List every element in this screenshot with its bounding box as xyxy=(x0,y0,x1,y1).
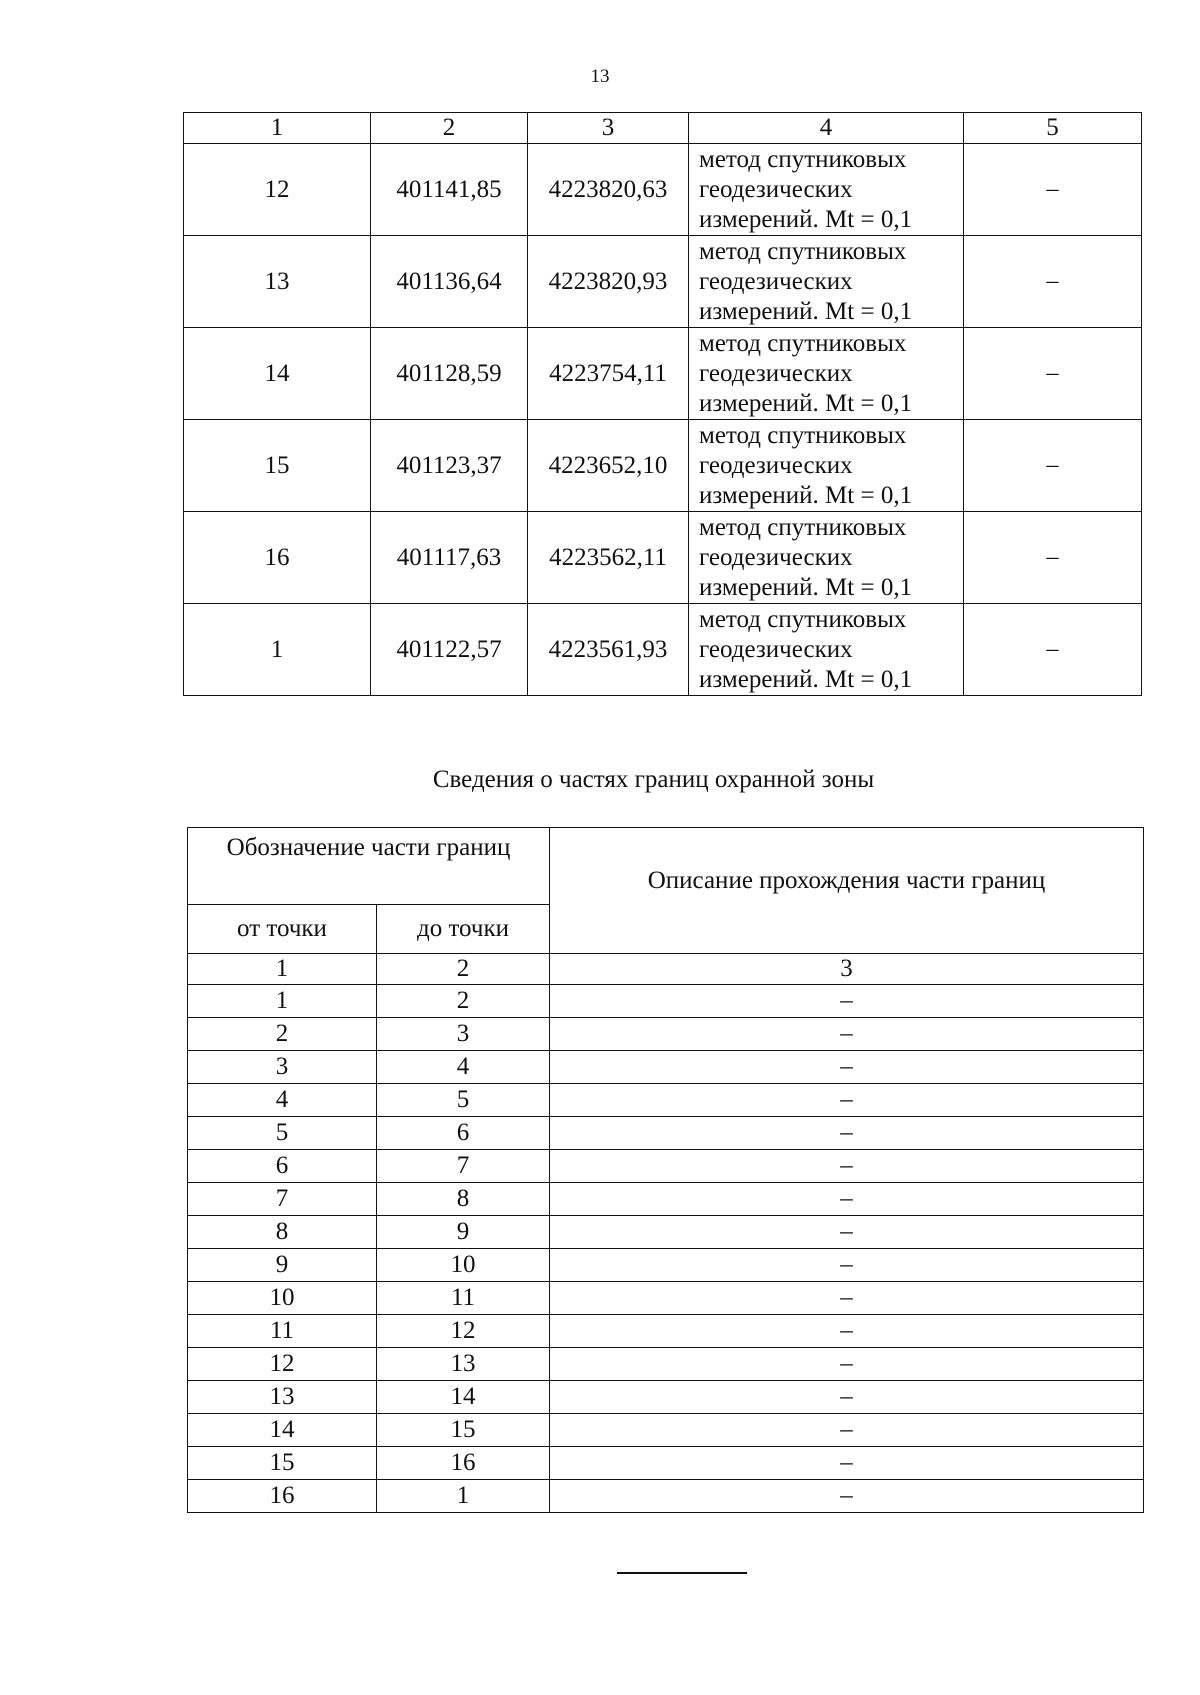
from-point: 10 xyxy=(188,1282,377,1315)
method-line: геодезических xyxy=(699,175,853,203)
table-row xyxy=(188,1348,1144,1381)
to-point: 9 xyxy=(377,1216,550,1249)
to-point: 15 xyxy=(377,1414,550,1447)
boundary-parts-table xyxy=(187,827,1144,1513)
from-point: 12 xyxy=(188,1348,377,1381)
method-description xyxy=(689,328,964,420)
part-description: – xyxy=(550,1381,1144,1414)
coordinate-y: 4223652,10 xyxy=(528,420,689,512)
to-point: 11 xyxy=(377,1282,550,1315)
table-row xyxy=(188,1315,1144,1348)
from-point: 5 xyxy=(188,1117,377,1150)
from-point: 15 xyxy=(188,1447,377,1480)
table-row xyxy=(188,1282,1144,1315)
from-point: 9 xyxy=(188,1249,377,1282)
header-part-description: Описание прохождения части границ xyxy=(550,828,1144,954)
note-cell: – xyxy=(964,236,1142,328)
from-point: 14 xyxy=(188,1414,377,1447)
table-row xyxy=(188,1051,1144,1084)
to-point: 2 xyxy=(377,985,550,1018)
column-number-1: 1 xyxy=(184,113,371,144)
part-description: – xyxy=(550,1315,1144,1348)
coordinate-x: 401128,59 xyxy=(371,328,528,420)
from-point: 8 xyxy=(188,1216,377,1249)
table-row xyxy=(188,1414,1144,1447)
method-line: измерений. Mt = 0,1 xyxy=(699,573,913,601)
table-row xyxy=(184,236,1142,328)
coordinate-y: 4223820,93 xyxy=(528,236,689,328)
header-part-designation: Обозначение части границ xyxy=(188,828,550,905)
part-description: – xyxy=(550,1150,1144,1183)
table-row xyxy=(184,144,1142,236)
coordinates-table xyxy=(183,112,1142,696)
parts-header-row xyxy=(188,828,1144,905)
part-description: – xyxy=(550,1018,1144,1051)
column-number-3: 3 xyxy=(528,113,689,144)
end-of-document-line xyxy=(617,1572,747,1574)
from-point: 11 xyxy=(188,1315,377,1348)
section-title: Сведения о частях границ охранной зоны xyxy=(432,766,875,793)
to-point: 4 xyxy=(377,1051,550,1084)
to-point: 8 xyxy=(377,1183,550,1216)
to-point: 16 xyxy=(377,1447,550,1480)
part-description: – xyxy=(550,1447,1144,1480)
from-point: 3 xyxy=(188,1051,377,1084)
column-number-5: 5 xyxy=(964,113,1142,144)
from-point: 6 xyxy=(188,1150,377,1183)
to-point: 1 xyxy=(377,1480,550,1513)
part-description: – xyxy=(550,1348,1144,1381)
header-to-point: до точки xyxy=(377,905,550,954)
table-row xyxy=(188,985,1144,1018)
note-cell: – xyxy=(964,604,1142,696)
coordinate-x: 401136,64 xyxy=(371,236,528,328)
table-row xyxy=(188,1447,1144,1480)
method-line: измерений. Mt = 0,1 xyxy=(699,205,913,233)
from-point: 7 xyxy=(188,1183,377,1216)
method-line: метод спутниковых xyxy=(699,421,907,449)
note-cell: – xyxy=(964,144,1142,236)
method-description xyxy=(689,420,964,512)
part-description: – xyxy=(550,1249,1144,1282)
method-description xyxy=(689,512,964,604)
part-description: – xyxy=(550,1051,1144,1084)
point-number: 12 xyxy=(184,144,371,236)
method-line: геодезических xyxy=(699,267,853,295)
method-line: геодезических xyxy=(699,451,853,479)
table-row xyxy=(184,328,1142,420)
from-point: 16 xyxy=(188,1480,377,1513)
method-description xyxy=(689,604,964,696)
method-line: метод спутниковых xyxy=(699,237,907,265)
to-point: 13 xyxy=(377,1348,550,1381)
method-line: геодезических xyxy=(699,543,853,571)
method-line: измерений. Mt = 0,1 xyxy=(699,389,913,417)
method-line: геодезических xyxy=(699,359,853,387)
coordinate-x: 401117,63 xyxy=(371,512,528,604)
from-point: 1 xyxy=(188,985,377,1018)
from-point: 4 xyxy=(188,1084,377,1117)
point-number: 13 xyxy=(184,236,371,328)
note-cell: – xyxy=(964,328,1142,420)
to-point: 14 xyxy=(377,1381,550,1414)
to-point: 5 xyxy=(377,1084,550,1117)
header-from-point: от точки xyxy=(188,905,377,954)
coordinate-y: 4223561,93 xyxy=(528,604,689,696)
method-line: метод спутниковых xyxy=(699,145,907,173)
note-cell: – xyxy=(964,420,1142,512)
method-line: метод спутниковых xyxy=(699,329,907,357)
part-description: – xyxy=(550,985,1144,1018)
to-point: 12 xyxy=(377,1315,550,1348)
table-row xyxy=(188,1216,1144,1249)
column-number-1: 1 xyxy=(188,954,377,985)
method-description xyxy=(689,236,964,328)
method-line: измерений. Mt = 0,1 xyxy=(699,481,913,509)
table-row xyxy=(188,1381,1144,1414)
coordinate-y: 4223754,11 xyxy=(528,328,689,420)
column-number-2: 2 xyxy=(377,954,550,985)
from-point: 13 xyxy=(188,1381,377,1414)
method-line: измерений. Mt = 0,1 xyxy=(699,665,913,693)
to-point: 10 xyxy=(377,1249,550,1282)
from-point: 2 xyxy=(188,1018,377,1051)
table-row xyxy=(188,1117,1144,1150)
part-description: – xyxy=(550,1216,1144,1249)
column-number-2: 2 xyxy=(371,113,528,144)
to-point: 6 xyxy=(377,1117,550,1150)
page-number: 13 xyxy=(590,66,610,87)
note-cell: – xyxy=(964,512,1142,604)
point-number: 1 xyxy=(184,604,371,696)
method-line: измерений. Mt = 0,1 xyxy=(699,297,913,325)
table-row xyxy=(184,604,1142,696)
column-number-4: 4 xyxy=(689,113,964,144)
point-number: 14 xyxy=(184,328,371,420)
to-point: 7 xyxy=(377,1150,550,1183)
table-row xyxy=(188,1249,1144,1282)
coordinate-x: 401141,85 xyxy=(371,144,528,236)
part-description: – xyxy=(550,1414,1144,1447)
part-description: – xyxy=(550,1183,1144,1216)
table-row xyxy=(184,420,1142,512)
coordinates-header-row xyxy=(184,113,1142,144)
table-row xyxy=(188,1150,1144,1183)
column-number-3: 3 xyxy=(550,954,1144,985)
method-line: геодезических xyxy=(699,635,853,663)
method-line: метод спутниковых xyxy=(699,605,907,633)
coordinate-x: 401123,37 xyxy=(371,420,528,512)
part-description: – xyxy=(550,1480,1144,1513)
coordinate-y: 4223820,63 xyxy=(528,144,689,236)
table-row xyxy=(188,1018,1144,1051)
point-number: 16 xyxy=(184,512,371,604)
table-row xyxy=(188,1084,1144,1117)
part-description: – xyxy=(550,1084,1144,1117)
table-row xyxy=(184,512,1142,604)
coordinate-y: 4223562,11 xyxy=(528,512,689,604)
part-description: – xyxy=(550,1117,1144,1150)
method-description xyxy=(689,144,964,236)
part-description: – xyxy=(550,1282,1144,1315)
coordinate-x: 401122,57 xyxy=(371,604,528,696)
point-number: 15 xyxy=(184,420,371,512)
table-row xyxy=(188,1183,1144,1216)
to-point: 3 xyxy=(377,1018,550,1051)
method-line: метод спутниковых xyxy=(699,513,907,541)
table-row xyxy=(188,1480,1144,1513)
parts-column-numbers-row xyxy=(188,954,1144,985)
